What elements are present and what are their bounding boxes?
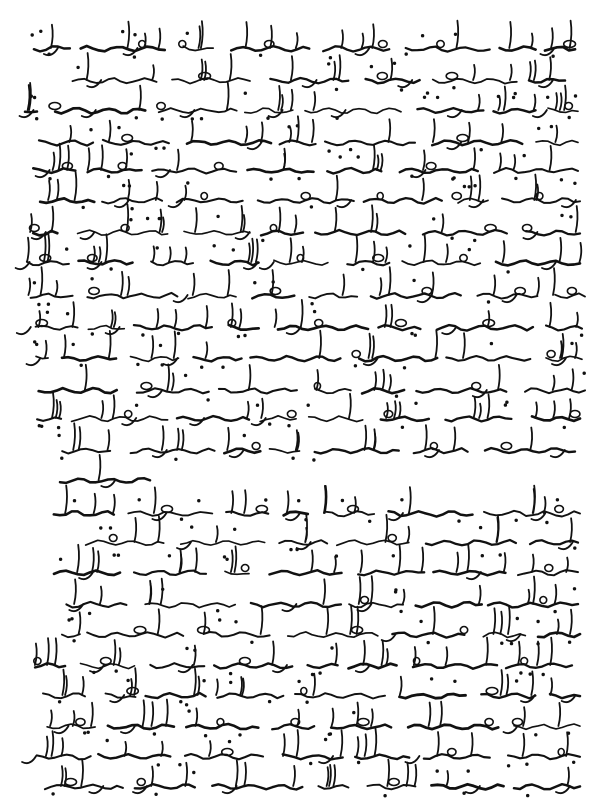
manuscript-line (28, 267, 585, 306)
manuscript-line (34, 638, 572, 677)
manuscript-line (57, 423, 575, 461)
manuscript-line (31, 21, 576, 60)
manuscript-line (33, 144, 578, 182)
manuscript-line (60, 455, 150, 487)
manuscript-line (40, 172, 580, 210)
manuscript-line (37, 393, 580, 430)
manuscript-lines (16, 21, 586, 798)
manuscript-line (54, 486, 580, 525)
manuscript-line (16, 234, 582, 273)
manuscript-line (86, 515, 578, 552)
manuscript-line (45, 760, 580, 798)
manuscript-line (22, 729, 580, 768)
manuscript-line (30, 204, 581, 242)
manuscript-line (27, 330, 583, 369)
manuscript-line (54, 544, 578, 579)
manuscript-line (66, 576, 578, 615)
manuscript-line (39, 116, 578, 153)
manuscript-line (20, 83, 579, 121)
manuscript-line (17, 300, 584, 338)
manuscript-line (39, 364, 586, 401)
manuscript-line (47, 700, 580, 738)
manuscript-line (73, 53, 566, 92)
manuscript-line (62, 606, 580, 646)
